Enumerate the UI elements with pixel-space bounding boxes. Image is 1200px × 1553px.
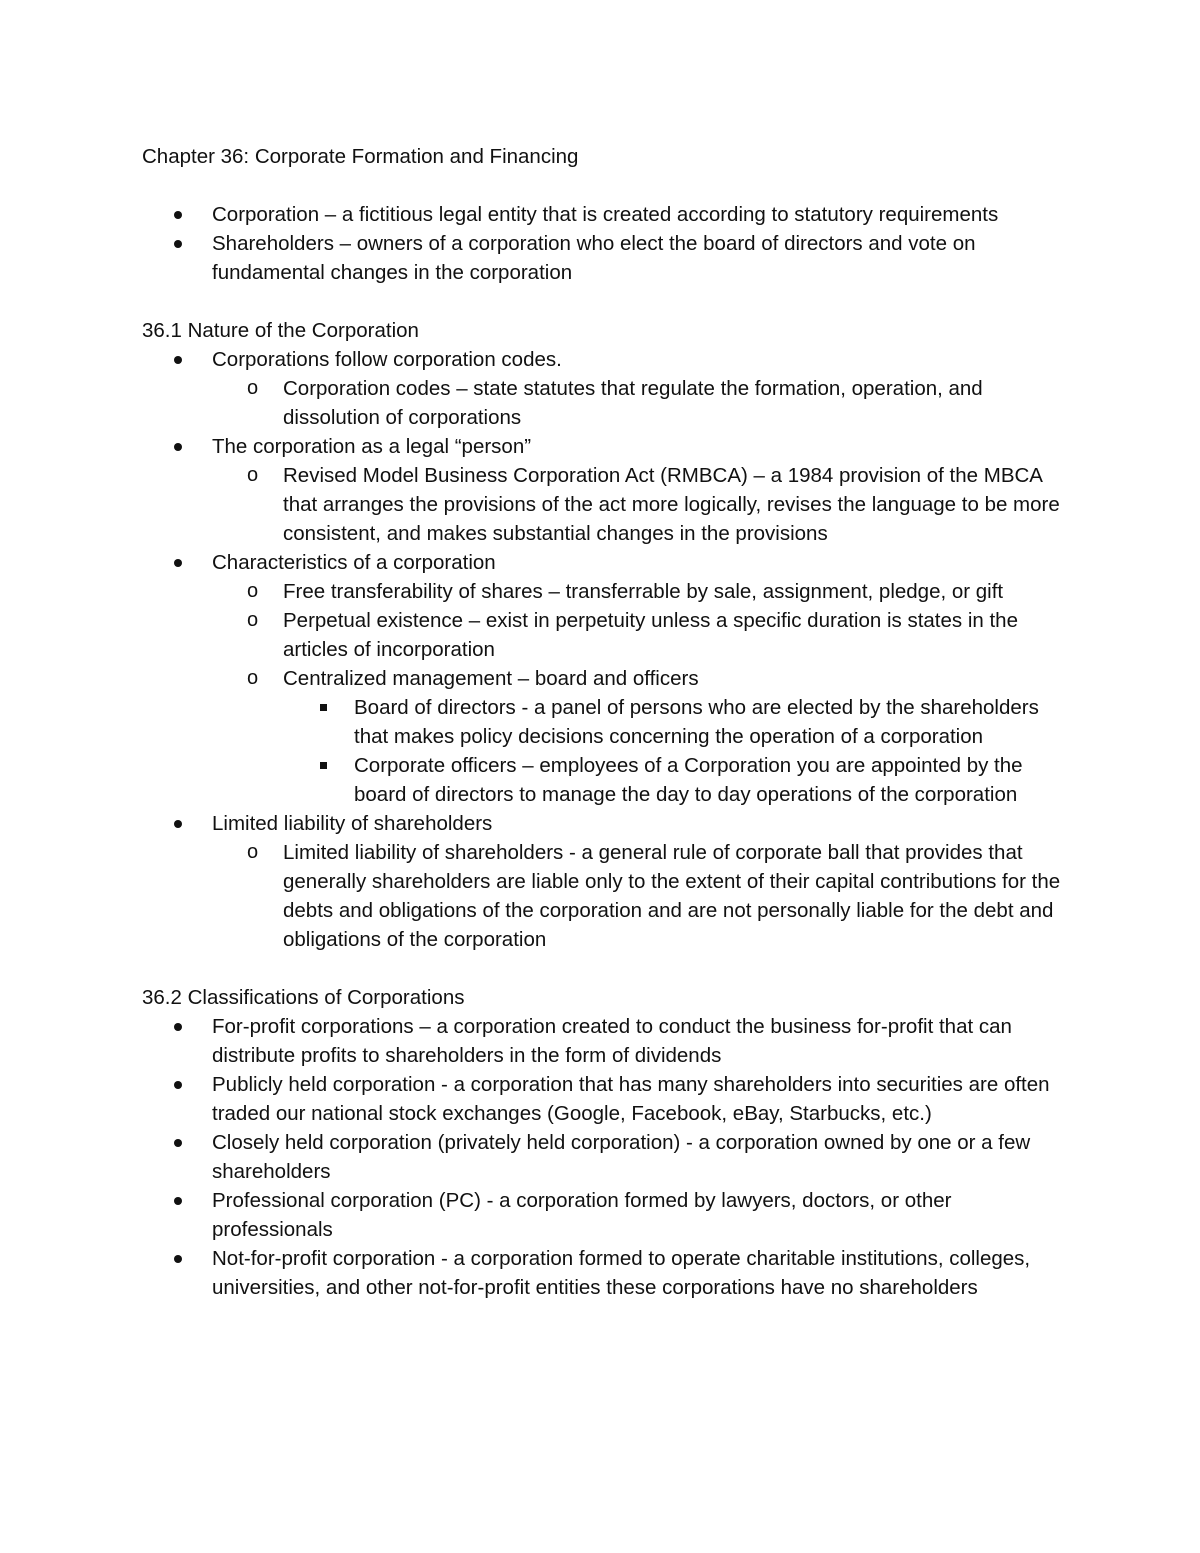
list-item [142,1070,1072,1128]
circle-bullet-icon: o [247,377,259,399]
bullet-icon [174,240,182,248]
circle-bullet-icon: o [247,464,259,486]
bullet-icon [174,1081,182,1089]
sub-list-item [212,461,1072,548]
document-body [142,142,1072,1302]
circle-bullet-icon: o [247,580,259,602]
list-item-text: Characteristics of a corporation [212,551,496,574]
bullet-icon [174,443,182,451]
sub-list-item [212,664,1072,809]
sub-list [142,838,1072,954]
spacer [142,954,1072,983]
sub-list-item-text: Corporation codes – state statutes that regulate the formation, operation, and dissolution of corporations [283,377,983,429]
list-item-text: Publicly held corporation - a corporation that has many shareholders into securities are often traded our national stock exchanges (Google, Facebook, eBay, Starbucks, etc.) [212,1073,1050,1125]
list-item [142,548,1072,809]
list-item-text: Corporation – a fictitious legal entity that is created according to statutory requirements [212,203,999,226]
list-item [142,345,1072,432]
sub-list-item-text: Limited liability of shareholders - a general rule of corporate ball that provides that generally shareholders are liable only to the extent of their capital contributions for the debts and obligations of the corporation and are not personally liable for the debt and obligations of the corporation [283,841,1061,951]
sub-list [142,577,1072,809]
intro-list [142,200,1072,287]
sub-list-item-text: Centralized management – board and officers [283,667,699,690]
bullet-icon [174,356,182,364]
list-item-text: Closely held corporation (privately held corporation) - a corporation owned by one or a few shareholders [212,1131,1031,1183]
bullet-icon [174,559,182,567]
list-item-text: Not-for-profit corporation - a corporation formed to operate charitable institutions, colleges, universities, and other not-for-profit entities these corporations have no shareholders [212,1247,1031,1299]
section-heading: 36.2 Classifications of Corporations [142,986,465,1009]
document-title: Chapter 36: Corporate Formation and Financing [142,145,579,168]
sub-list-item [212,577,1072,606]
sub-list-item-text: Revised Model Business Corporation Act (RMBCA) – a 1984 provision of the MBCA that arranges the provisions of the act more logically, revises the language to be more consistent, and makes substantial changes in the provisions [283,464,1060,545]
bullet-icon [174,1255,182,1263]
spacer [142,287,1072,316]
sub-list [142,461,1072,548]
sub-list [142,374,1072,432]
square-bullet-icon [320,762,327,769]
square-bullet-icon [320,704,327,711]
sub-list-item [212,838,1072,954]
circle-bullet-icon: o [247,667,259,689]
sub-sub-list-item [283,751,1072,809]
list-item-text: Corporations follow corporation codes. [212,348,562,371]
list-item [142,1186,1072,1244]
list-item [142,1244,1072,1302]
sub-list-item-text: Perpetual existence – exist in perpetuity unless a specific duration is states in the articles of incorporation [283,609,1018,661]
list-item [142,809,1072,954]
list-item [142,1128,1072,1186]
list-item [142,1012,1072,1070]
sub-sub-list-item-text: Corporate officers – employees of a Corporation you are appointed by the board of directors to manage the day to day operations of the corporation [354,754,1023,806]
list-item-text: Limited liability of shareholders [212,812,493,835]
sub-sub-list-item [283,693,1072,751]
list-item-text: The corporation as a legal “person” [212,435,532,458]
list-item-text: For-profit corporations – a corporation created to conduct the business for-profit that can distribute profits to shareholders in the form of dividends [212,1015,1012,1067]
list-item-text: Shareholders – owners of a corporation who elect the board of directors and vote on fundamental changes in the corporation [212,232,976,284]
sub-list-item-text: Free transferability of shares – transferrable by sale, assignment, pledge, or gift [283,580,1004,603]
section2-list [142,1012,1072,1302]
list-item [142,200,1072,229]
sub-list-item [212,374,1072,432]
bullet-icon [174,1139,182,1147]
circle-bullet-icon: o [247,841,259,863]
bullet-icon [174,1197,182,1205]
sub-sub-list [212,693,1072,809]
sub-list-item [212,606,1072,664]
section-heading: 36.1 Nature of the Corporation [142,319,419,342]
circle-bullet-icon: o [247,609,259,631]
section1-list [142,345,1072,954]
list-item [142,432,1072,548]
bullet-icon [174,1023,182,1031]
list-item-text: Professional corporation (PC) - a corporation formed by lawyers, doctors, or other professionals [212,1189,952,1241]
sub-sub-list-item-text: Board of directors - a panel of persons who are elected by the shareholders that makes policy decisions concerning the operation of a corporation [354,696,1039,748]
bullet-icon [174,820,182,828]
spacer [142,171,1072,200]
bullet-icon [174,211,182,219]
list-item [142,229,1072,287]
